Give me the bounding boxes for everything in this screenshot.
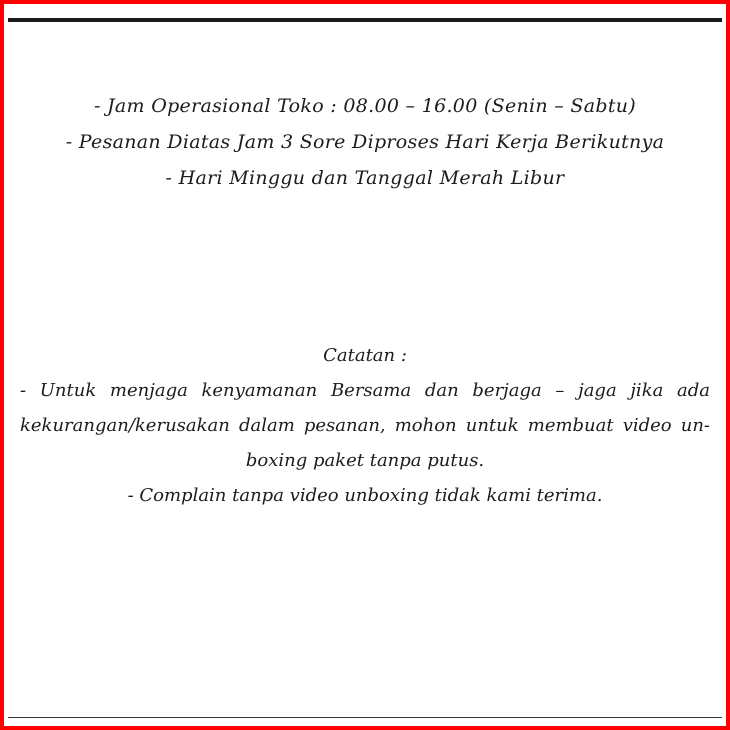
hours-line-holiday: - Hari Minggu dan Tanggal Merah Libur	[165, 167, 565, 189]
hours-line-operational: - Jam Operasional Toko : 08.00 – 16.00 (Senin – Sabtu)	[93, 95, 637, 117]
notes-item-complain: - Complain tanpa video unboxing tidak kami terima.	[127, 485, 603, 506]
bottom-divider	[8, 717, 722, 718]
store-hours-block	[4, 88, 726, 196]
hours-line-cutoff: - Pesanan Diatas Jam 3 Sore Diproses Hari Kerja Berikutnya	[65, 131, 665, 153]
top-divider	[8, 18, 722, 22]
notes-block	[18, 338, 712, 513]
notes-title: Catatan :	[323, 345, 407, 366]
notes-item-unboxing-video: - Untuk menjaga kenyamanan Bersama dan berjaga – jaga jika ada kekurangan/kerusakan dalam pesanan, mohon untuk membuat video un-boxing paket tanpa putus.	[20, 380, 710, 471]
